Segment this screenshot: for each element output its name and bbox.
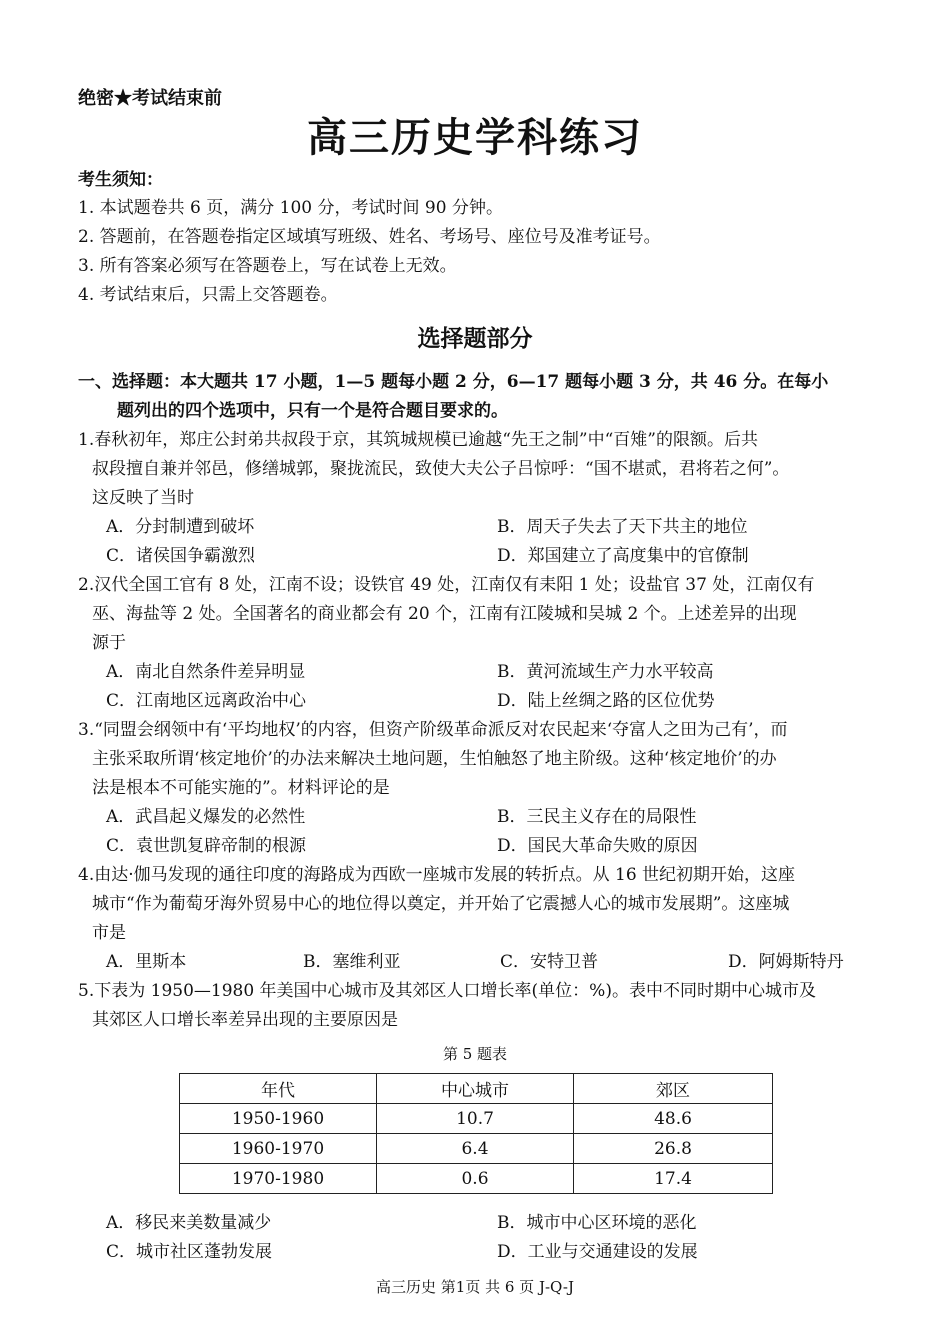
notice-item: 2. 答题前，在答题卷指定区域填写班级、姓名、考场号、座位号及准考证号。 [78, 227, 661, 247]
question-2-stem: 巫、海盐等 2 处。全国著名的商业都会有 20 个，江南有江陵城和吴城 2 个。上述差异的出现 [92, 604, 797, 624]
table-cell: 0.6 [377, 1164, 574, 1194]
table-cell: 6.4 [377, 1134, 574, 1164]
question-1-stem: 这反映了当时 [92, 488, 194, 508]
part-intro-line: 题列出的四个选项中，只有一个是符合题目要求的。 [117, 401, 508, 421]
question-4-option-b: B．塞维利亚 [303, 952, 401, 972]
table-row [180, 1164, 773, 1194]
table-cell: 1970-1980 [180, 1164, 377, 1194]
table-row [180, 1104, 773, 1134]
table-cell: 17.4 [574, 1164, 773, 1194]
question-1-stem: 叔段擅自兼并邻邑，修缮城郭，聚拢流民，致使大夫公子吕惊呼：“国不堪贰，君将若之何”。 [92, 459, 790, 479]
notice-item: 4. 考试结束后，只需上交答题卷。 [78, 285, 338, 305]
question-3-option-c: C．袁世凯复辟帝制的根源 [106, 836, 307, 856]
question-4-option-d: D．阿姆斯特丹 [728, 952, 844, 972]
notice-heading: 考生须知： [78, 170, 163, 190]
question-3-option-b: B．三民主义存在的局限性 [497, 807, 697, 827]
question-3-stem: 主张采取所谓‘核定地价’的办法来解决土地问题，生怕触怒了地主阶级。这种‘核定地价’的办 [92, 749, 777, 769]
question-3-option-a: A．武昌起义爆发的必然性 [106, 807, 306, 827]
question-4-stem: 城市“作为葡萄牙海外贸易中心的地位得以奠定，并开始了它震撼人心的城市发展期”。这座城 [92, 894, 790, 914]
notice-item: 1. 本试题卷共 6 页，满分 100 分，考试时间 90 分钟。 [78, 198, 503, 218]
table-cell: 1960-1970 [180, 1134, 377, 1164]
table-row [180, 1134, 773, 1164]
table-cell: 26.8 [574, 1134, 773, 1164]
question-4-option-c: C．安特卫普 [500, 952, 599, 972]
question-3-stem: 法是根本不可能实施的”。材料评论的是 [92, 778, 390, 798]
notice-item: 3. 所有答案必须写在答题卷上，写在试卷上无效。 [78, 256, 457, 276]
question-5-option-a: A．移民来美数量减少 [106, 1213, 272, 1233]
question-2-stem: 2.汉代全国工官有 8 处，江南不设；设铁官 49 处，江南仅有耒阳 1 处；设盐官 37 处，江南仅有 [78, 575, 815, 595]
question-1-option-b: B．周天子失去了天下共主的地位 [497, 517, 748, 537]
question-2-option-a: A．南北自然条件差异明显 [106, 662, 306, 682]
question-1-option-c: C．诸侯国争霸激烈 [106, 546, 256, 566]
question-4-option-a: A．里斯本 [106, 952, 187, 972]
table-header-cell: 中心城市 [377, 1074, 574, 1104]
question-4-stem: 4.由达·伽马发现的通往印度的海路成为西欧一座城市发展的转折点。从 16 世纪初期开始，这座 [78, 865, 796, 885]
part-intro-line: 一、选择题：本大题共 17 小题，1—5 题每小题 2 分，6—17 题每小题 3 分，共 46 分。在每小 [78, 372, 829, 392]
section-title: 选择题部分 [417, 325, 533, 352]
question-2-option-d: D．陆上丝绸之路的区位优势 [497, 691, 715, 711]
question-5-option-c: C．城市社区蓬勃发展 [106, 1242, 273, 1262]
table-header-row [180, 1074, 773, 1104]
question-1-option-a: A．分封制遭到破坏 [106, 517, 255, 537]
question-5-option-b: B．城市中心区环境的恶化 [497, 1213, 697, 1233]
population-growth-table [179, 1073, 773, 1194]
question-1-stem: 1.春秋初年，郑庄公封弟共叔段于京，其筑城规模已逾越“先王之制”中“百雉”的限额。后共 [78, 430, 758, 450]
table-cell: 1950-1960 [180, 1104, 377, 1134]
question-2-option-c: C．江南地区远离政治中心 [106, 691, 307, 711]
question-3-stem: 3.“同盟会纲领中有‘平均地权’的内容，但资产阶级革命派反对农民起来‘夺富人之田为己有’，而 [78, 720, 788, 740]
page-title: 高三历史学科练习 [307, 114, 643, 161]
question-2-stem: 源于 [92, 633, 126, 653]
question-3-option-d: D．国民大革命失败的原因 [497, 836, 698, 856]
table-cell: 10.7 [377, 1104, 574, 1134]
question-1-option-d: D．郑国建立了高度集中的官僚制 [497, 546, 749, 566]
confidential-mark: 绝密★考试结束前 [78, 88, 222, 109]
question-4-stem: 市是 [92, 923, 126, 943]
table-cell: 48.6 [574, 1104, 773, 1134]
question-5-stem: 其郊区人口增长率差异出现的主要原因是 [92, 1010, 398, 1030]
question-2-option-b: B．黄河流域生产力水平较高 [497, 662, 714, 682]
table-header-cell: 年代 [180, 1074, 377, 1104]
table-header-cell: 郊区 [574, 1074, 773, 1104]
question-5-option-d: D．工业与交通建设的发展 [497, 1242, 698, 1262]
question-5-stem: 5.下表为 1950—1980 年美国中心城市及其郊区人口增长率(单位：%)。表中不同时期中心城市及 [78, 981, 816, 1001]
page-footer: 高三历史 第1页 共 6 页 J-Q-J [376, 1278, 574, 1296]
table-caption: 第 5 题表 [442, 1045, 508, 1063]
